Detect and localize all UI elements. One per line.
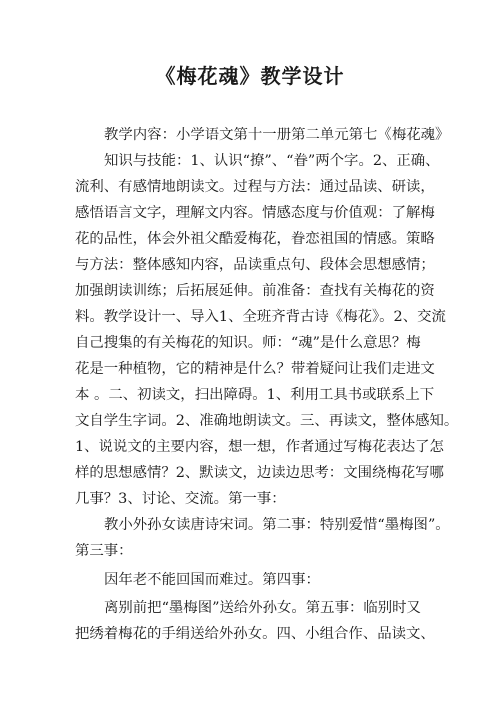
paragraph-line: 感悟语言文字，理解文内容。情感态度与价值观：了解梅 (75, 205, 435, 221)
paragraph-line: 流利、有感情地朗读文。过程与方法：通过品读、研读， (75, 179, 435, 195)
paragraph-line: 1、说说文的主要内容，想一想，作者通过写梅花表达了怎 (75, 439, 444, 455)
paragraph-line: 自己搜集的有关梅花的知识。师：“魂”是什么意思？梅 (75, 335, 421, 351)
paragraph-line: 料。教学设计一、导入1、全班齐背古诗《梅花》。2、交流 (75, 309, 446, 325)
paragraph-line: 教学内容：小学语文第十一册第二单元第七《梅花魂》 (104, 127, 450, 143)
paragraph-line: 文自学生字词。2、准确地朗读文。三、再读文，整体感知。 (75, 413, 459, 429)
paragraph-line: 加强朗读训练；后拓展延伸。前准备：查找有关梅花的资 (75, 283, 435, 299)
paragraph-line: 第三事： (75, 543, 133, 559)
paragraph-line: 几事？3、讨论、交流。第一事： (75, 491, 286, 507)
paragraph-line: 本 。二、初读文，扫出障碍。1、利用工具书或联系上下 (75, 387, 435, 403)
paragraph-line: 教小外孙女读唐诗宋词。第二事：特别爱惜“墨梅图”。 (104, 517, 450, 533)
paragraph-line: 花的品性，体会外祖父酷爱梅花，眷恋祖国的情感。策略 (75, 231, 435, 247)
paragraph-line: 样的思想感情？2、默读文，边读边思考：文围绕梅花写哪 (75, 465, 444, 481)
paragraph-line: 知识与技能：1、认识“撩”、“眷”两个字。2、正确、 (104, 153, 440, 169)
paragraph-line: 花是一种植物，它的精神是什么？带着疑问让我们走进文 (75, 361, 435, 377)
paragraph-line: 把绣着梅花的手绢送给外孙女。四、小组合作、品读文、 (75, 626, 435, 642)
paragraph-line: 与方法：整体感知内容，品读重点句、段体会思想感情； (75, 257, 435, 273)
paragraph-line: 离别前把“墨梅图”送给外孙女。第五事：临别时又 (104, 600, 421, 616)
document-title: 《梅花魂》教学设计 (155, 64, 345, 88)
paragraph-line: 因年老不能回国而难过。第四事： (104, 572, 320, 588)
